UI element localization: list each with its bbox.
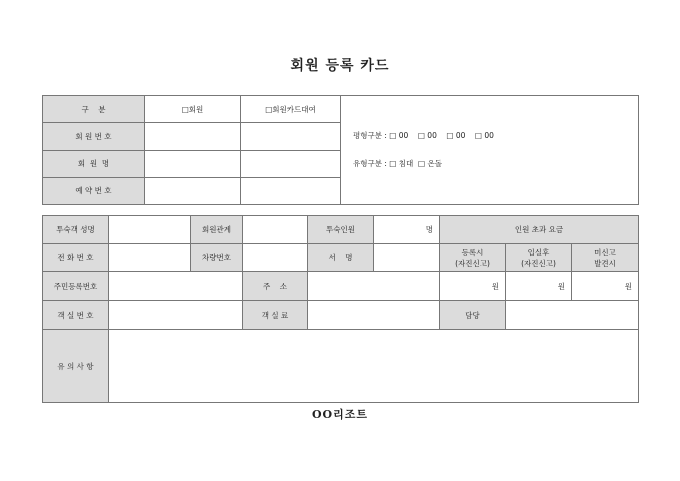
gubun-label: 구 분 xyxy=(43,96,145,123)
unreported-line2: 발견시 xyxy=(594,258,616,268)
car-no-label: 차량번호 xyxy=(191,244,243,272)
unreported-fee[interactable]: 원 xyxy=(572,272,639,301)
reservation-no-label: 예 약 번 호 xyxy=(43,177,145,204)
guest-count-label: 투숙인원 xyxy=(308,216,374,244)
address-label: 주 소 xyxy=(243,272,308,301)
in-charge-label: 담당 xyxy=(440,301,506,330)
after-checkin-header xyxy=(506,244,572,272)
room-no-field[interactable] xyxy=(109,301,243,330)
address-field[interactable] xyxy=(308,272,440,301)
type-options xyxy=(341,96,639,205)
notes-label: 유 의 사 항 xyxy=(43,330,109,403)
card-loan-checkbox[interactable]: □회원카드대여 xyxy=(241,96,341,123)
car-no-field[interactable] xyxy=(243,244,308,272)
member-no-field[interactable] xyxy=(145,123,241,150)
room-rate-label: 객 실 료 xyxy=(243,301,308,330)
after-checkin-line2: (자진신고) xyxy=(521,258,556,268)
room-no-label: 객 실 번 호 xyxy=(43,301,109,330)
size-type-options[interactable]: 평형구분 : □ 00 □ 00 □ 00 □ 00 xyxy=(353,131,494,140)
in-charge-field[interactable] xyxy=(506,301,639,330)
member-name-label: 회 원 명 xyxy=(43,150,145,177)
member-checkbox[interactable]: □회원 xyxy=(145,96,241,123)
guest-count-unit: 명 xyxy=(374,216,440,244)
member-name-field[interactable] xyxy=(145,150,241,177)
reg-time-line1: 등록시 xyxy=(461,247,484,257)
member-name-field-2[interactable] xyxy=(241,150,341,177)
member-no-field-2[interactable] xyxy=(241,123,341,150)
reg-time-header xyxy=(440,244,506,272)
member-info-table xyxy=(42,95,639,205)
unreported-header xyxy=(572,244,639,272)
member-relation-field[interactable] xyxy=(243,216,308,244)
extra-fee-header: 인원 초과 요금 xyxy=(440,216,639,244)
resident-no-label: 주민등록번호 xyxy=(43,272,109,301)
reg-time-line2: (자진신고) xyxy=(455,258,490,268)
after-checkin-line1: 입실후 xyxy=(527,247,550,257)
unreported-line1: 미신고 xyxy=(594,247,616,257)
resort-name: OO리조트 xyxy=(311,408,369,421)
reservation-no-field[interactable] xyxy=(145,177,241,204)
notes-field[interactable] xyxy=(109,330,639,403)
guest-name-label: 투숙객 성명 xyxy=(43,216,109,244)
signature-label: 서 명 xyxy=(308,244,374,272)
room-type-options[interactable]: 유형구분 : □ 침대 □ 온돌 xyxy=(353,159,442,168)
guest-name-field[interactable] xyxy=(109,216,191,244)
reg-time-fee[interactable]: 원 xyxy=(440,272,506,301)
room-rate-field[interactable] xyxy=(308,301,440,330)
member-no-label: 회 원 번 호 xyxy=(43,123,145,150)
page-title: 회원 등록 카드 xyxy=(290,58,390,74)
resident-no-field[interactable] xyxy=(109,272,243,301)
signature-field[interactable] xyxy=(374,244,440,272)
reservation-no-field-2[interactable] xyxy=(241,177,341,204)
phone-field[interactable] xyxy=(109,244,191,272)
member-relation-label: 회원관계 xyxy=(191,216,243,244)
after-checkin-fee[interactable]: 원 xyxy=(506,272,572,301)
phone-label: 전 화 번 호 xyxy=(43,244,109,272)
guest-info-table xyxy=(42,215,639,403)
